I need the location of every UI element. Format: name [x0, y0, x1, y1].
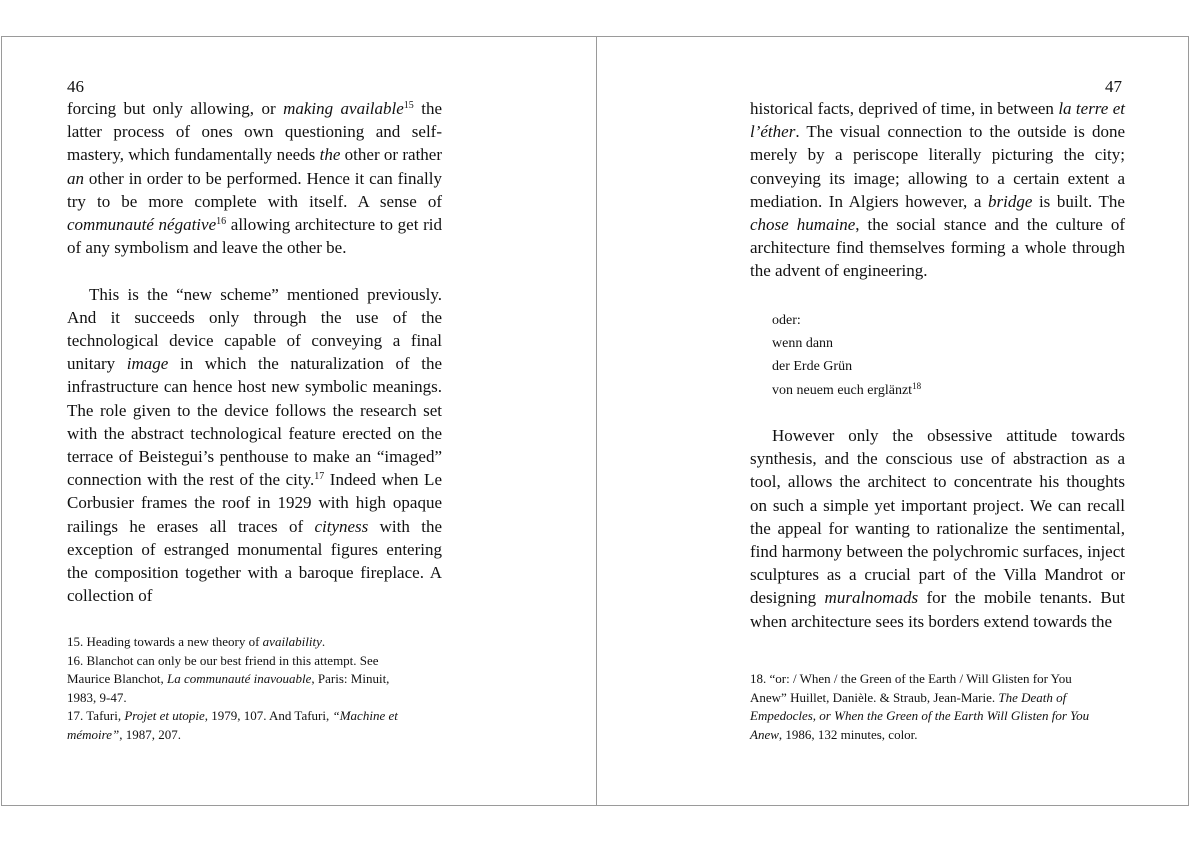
footnote-ref: 16 [216, 216, 227, 228]
text-run: for the mobile tenants. But when architecture sees its borders extend towards the [750, 588, 1125, 631]
text-run: Maurice Blanchot, [67, 671, 167, 687]
poem-line [772, 309, 921, 332]
left-page-body [67, 97, 442, 607]
text-run: , Paris: Minuit, [311, 671, 390, 687]
footnote-line [67, 707, 447, 726]
footnote-line [750, 689, 1140, 708]
text-run: 16. Blanchot can only be our best friend in this attempt. See [67, 652, 379, 668]
italic-text: The Death of [998, 689, 1067, 705]
italic-text: “Machine et [332, 708, 398, 724]
text-run: in which the naturalization of the infrastructure can hence host new symbolic meanings. The role given to the device follows the research set with the abstract technological feature erected on the terrace of Beistegui’s penthouse to make an “imaged” connection with the rest of the city. [67, 354, 442, 490]
italic-text: availability [262, 634, 322, 649]
left-footnotes [67, 633, 447, 745]
footnote-ref: 17 [314, 471, 325, 483]
text-run: wenn dann [772, 336, 834, 352]
italic-text: chose humaine [750, 215, 856, 235]
italic-text: the [319, 145, 341, 165]
text-run: forcing but only allowing, or [67, 99, 284, 118]
text-run: 15. Heading towards a new theory of [67, 634, 263, 649]
text-run: von neuem euch erglänzt [772, 382, 913, 398]
text-run: with the exception of estranged monumental figures entering the composition together with a baroque fireplace. A collection of [67, 516, 442, 606]
text-run: , the social stance and the culture of architecture find themselves forming a whole through the advent of engineering. [750, 215, 1125, 281]
italic-text: Projet et utopie [124, 708, 205, 724]
text-run: Indeed when Le Corbusier frames the roof in 1929 with high opaque railings he erases all traces of [67, 470, 442, 536]
italic-text: mémoire” [67, 726, 120, 742]
italic-text: an [67, 168, 84, 188]
right-paragraph-1 [750, 97, 1125, 283]
text-run: However only the obsessive attitude towards synthesis, and the conscious use of abstraction as a tool, allows the architect to concentrate his thoughts on such a simple yet important project. We can recall the appeal for wanting to rationalize the sentimental, find harmony between the polychromic surfaces, inject sculptures as a crucial part of the Villa Mandrot or designing [750, 426, 1125, 608]
left-paragraph-2 [67, 283, 442, 608]
footnote-line [750, 670, 1140, 689]
text-run: Anew” Huillet, Danièle. & Straub, Jean-Marie. [750, 689, 999, 705]
text-run: the latter process of ones own questioning and self-mastery, which fundamentally needs [67, 99, 442, 165]
right-page-body-top [750, 97, 1125, 283]
footnote-line [750, 707, 1140, 726]
italic-text: making available [283, 99, 404, 118]
text-run: historical facts, deprived of time, in between [750, 99, 1059, 118]
italic-text: la terre et l’éther [750, 99, 1126, 142]
footnote-line [67, 633, 447, 652]
text-run: der Erde Grün [772, 359, 853, 375]
left-page-number: 46 [67, 77, 84, 96]
text-run: , 1979, 107. And Tafuri, [204, 708, 333, 724]
footnote-line [67, 726, 447, 745]
footnote-ref: 18 [912, 380, 922, 391]
page-gutter-divider [596, 36, 597, 806]
italic-text: bridge [988, 191, 1033, 211]
text-run: other in order to be performed. Hence it can finally try to be more complete with itself. A sense of [67, 168, 442, 211]
text-run: 1983, 9-47. [67, 689, 127, 705]
footnote-ref: 15 [403, 100, 414, 111]
text-run: allowing architecture to get rid of any symbolism and leave the other be. [67, 215, 442, 258]
poem-quote [772, 309, 921, 402]
italic-text: cityness [314, 516, 369, 536]
poem-line [772, 355, 921, 378]
italic-text: Empedocles, or When the Green of the Earth Will Glisten for You [750, 708, 1090, 724]
text-run: , 1986, 132 minutes, color. [778, 726, 918, 742]
footnote-line [67, 652, 447, 671]
italic-text: muralnomads [824, 588, 919, 608]
text-run: 17. Tafuri, [67, 708, 125, 724]
right-footnotes [750, 670, 1140, 744]
italic-text: La communauté inavouable [167, 671, 312, 687]
footnote-line [67, 689, 447, 708]
poem-line [772, 379, 921, 402]
italic-text: Anew [750, 726, 779, 742]
text-run: is built. The [1032, 191, 1125, 211]
right-page-body-bottom [750, 424, 1125, 633]
right-page-number: 47 [1105, 77, 1122, 96]
footnote-line [67, 670, 447, 689]
text-run: . [321, 634, 326, 649]
left-paragraph-1 [67, 97, 442, 259]
text-run: . The visual connection to the outside is done merely by a periscope literally picturing the city; conveying its image; allowing to a certain extent a mediation. In Algiers however, a [750, 122, 1125, 211]
right-paragraph-2 [750, 424, 1125, 633]
poem-line [772, 332, 921, 355]
text-run: 18. “or: / When / the Green of the Earth / Will Glisten for You [750, 671, 1072, 686]
italic-text: communauté négative [67, 215, 217, 235]
text-run: oder: [772, 313, 801, 328]
italic-text: image [126, 354, 169, 374]
footnote-line [750, 726, 1140, 745]
text-run: , 1987, 207. [119, 726, 181, 742]
text-run: other or rather [340, 145, 442, 165]
text-run: This is the “new scheme” mentioned previously. And it succeeds only through the use of the technological device capable of conveying a final unitary [67, 284, 442, 374]
